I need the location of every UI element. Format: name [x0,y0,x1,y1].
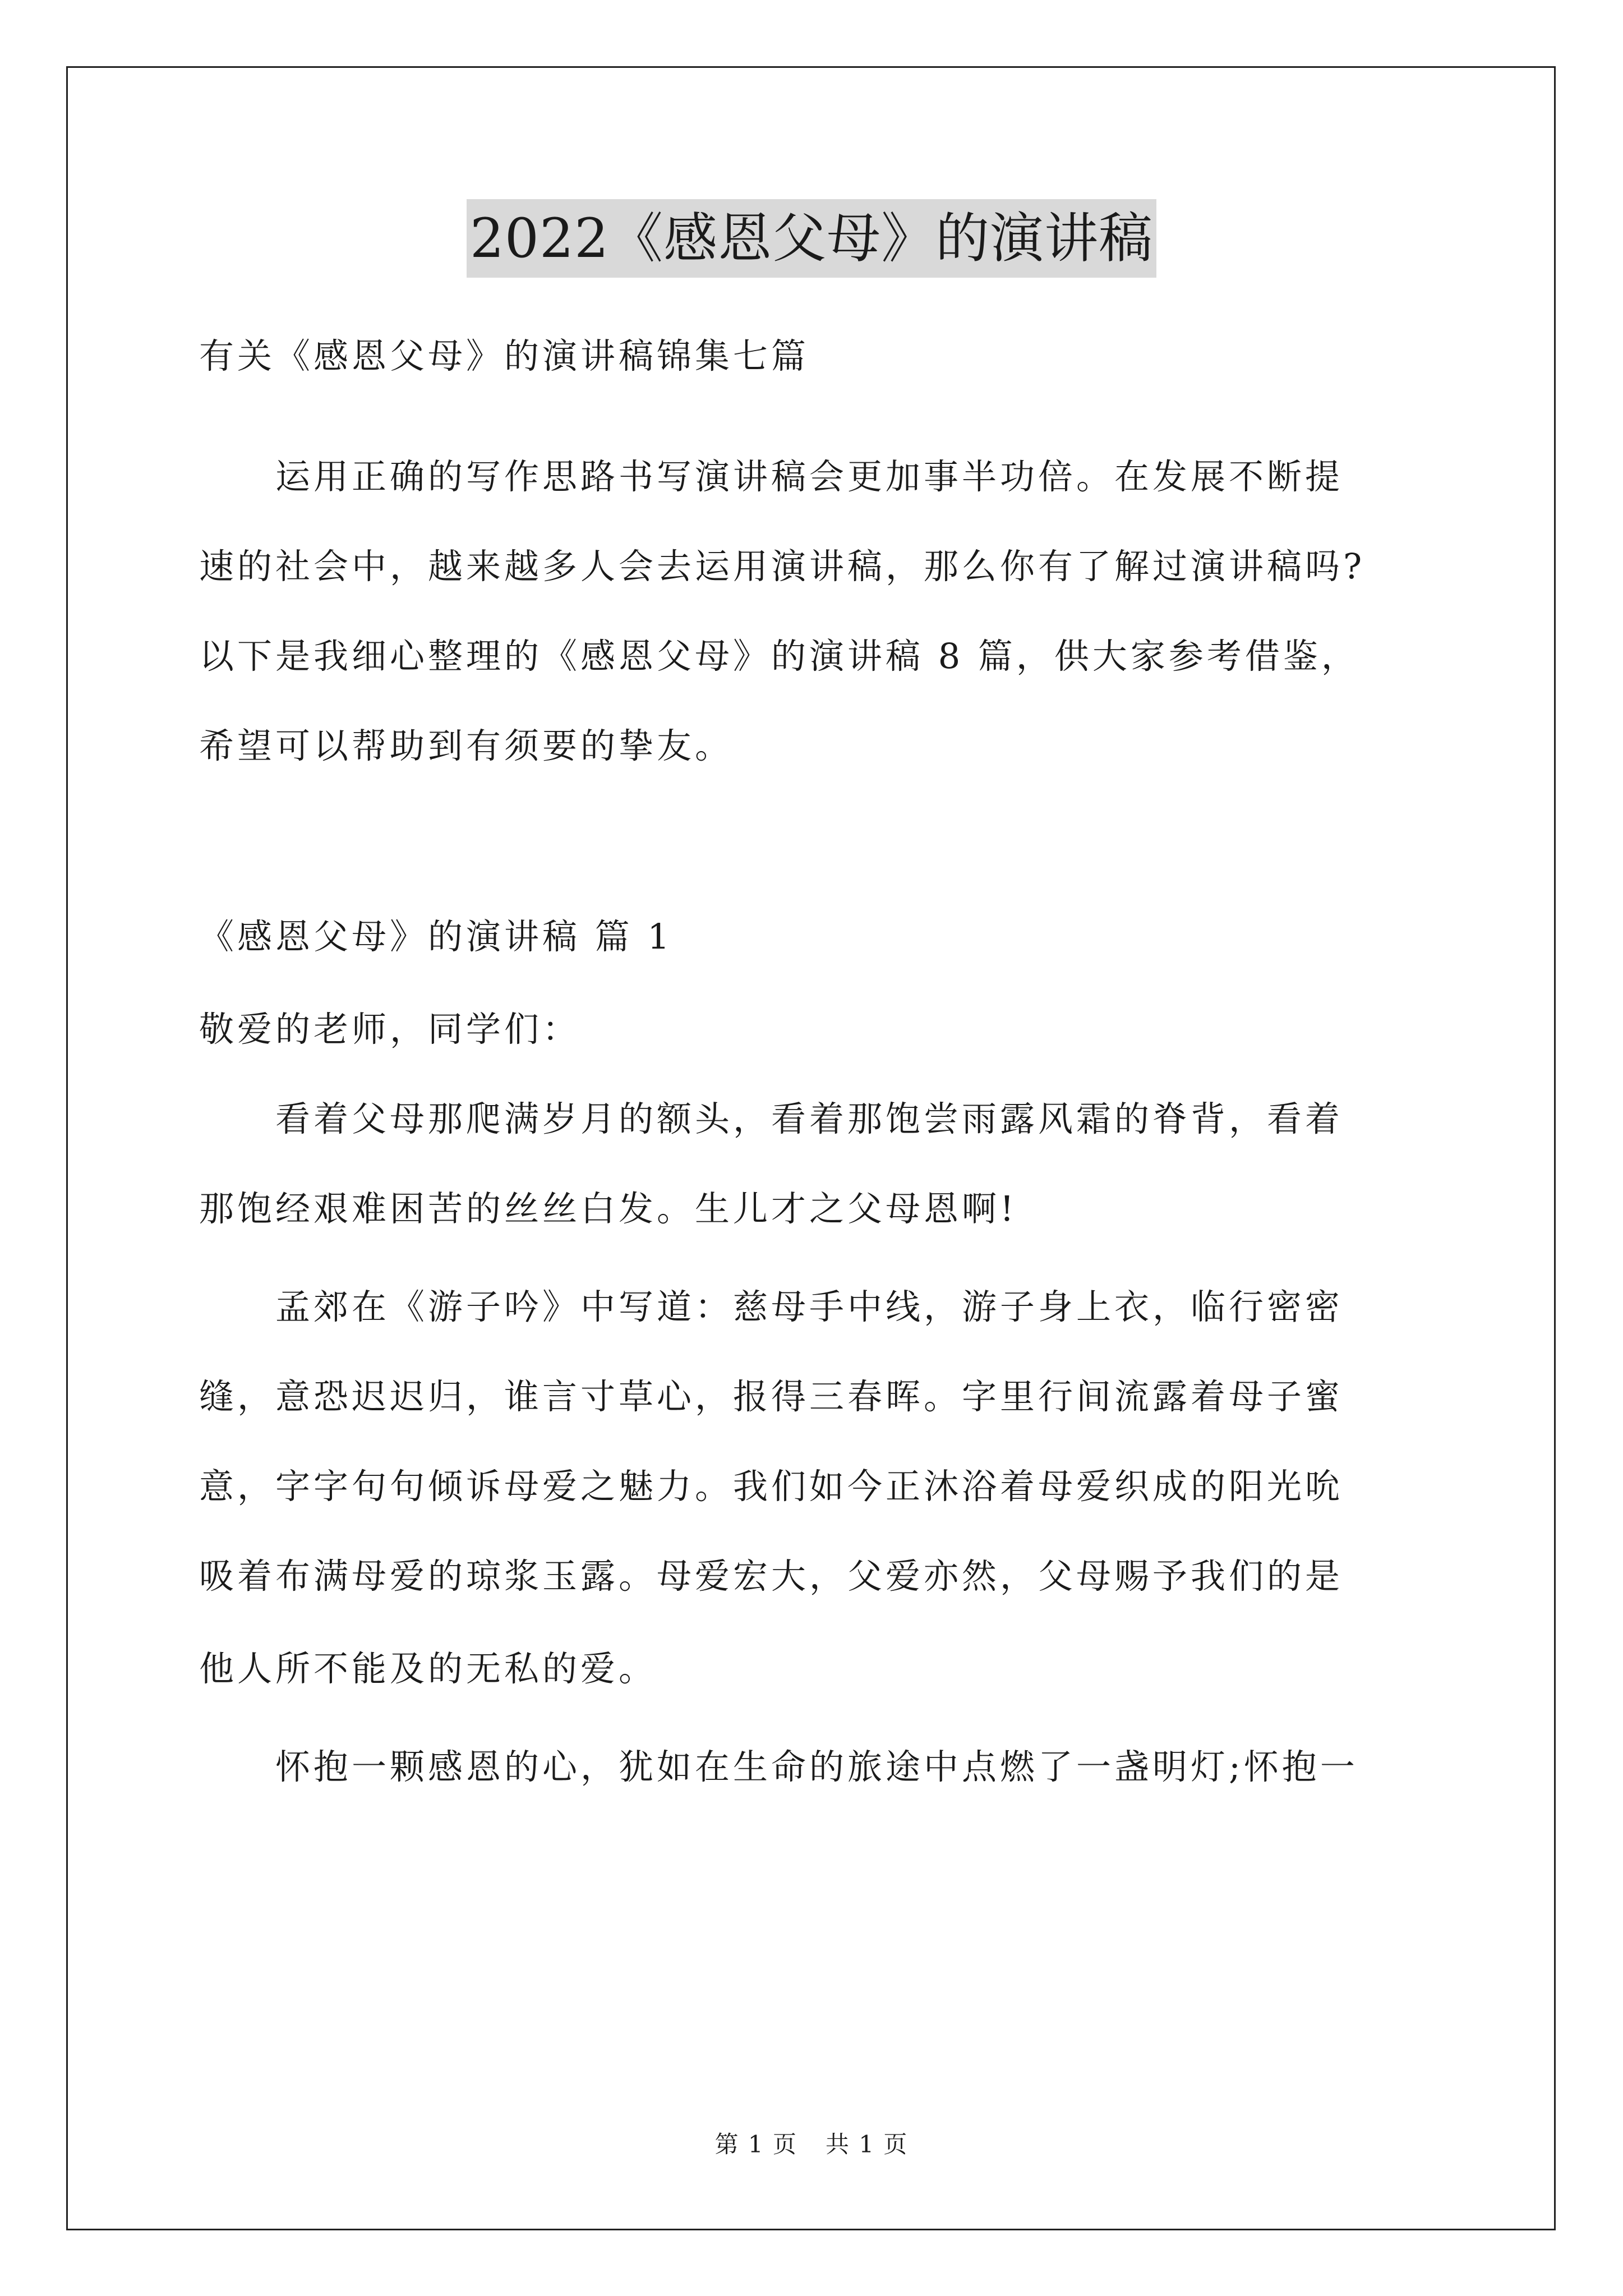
text-line: 以下是我细心整理的《感恩父母》的演讲稿 8 篇，供大家参考借鉴， [199,636,1359,677]
text-line: 怀抱一颗感恩的心，犹如在生命的旅途中点燃了一盏明灯;怀抱一 [199,1746,1358,1787]
page-border [66,66,1556,2230]
page-total: 共 1 页 [826,2131,909,2158]
text-line: 那饱经艰难困苦的丝丝白发。生儿才之父母恩啊! [199,1188,1017,1229]
subtitle-line: 有关《感恩父母》的演讲稿锦集七篇 [199,335,810,376]
document-title: 2022《感恩父母》的演讲稿 [467,199,1156,278]
text-line: 吸着布满母爱的琼浆玉露。母爱宏大，父爱亦然，父母赐予我们的是 [199,1556,1344,1596]
page-footer [0,2129,1623,2160]
text-line: 意，字字句句倾诉母爱之魅力。我们如今正沐浴着母爱织成的阳光吮 [199,1466,1344,1507]
text-line: 希望可以帮助到有须要的挚友。 [199,725,734,766]
text-line: 看着父母那爬满岁月的额头，看着那饱尝雨露风霜的脊背，看着 [199,1098,1344,1139]
text-line: 孟郊在《游子吟》中写道：慈母手中线，游子身上衣，临行密密 [199,1286,1344,1327]
text-line: 缝，意恐迟迟归，谁言寸草心，报得三春晖。字里行间流露着母子蜜 [199,1376,1344,1417]
text-line: 运用正确的写作思路书写演讲稿会更加事半功倍。在发展不断提 [199,456,1344,497]
title-container [0,199,1623,278]
section-heading: 《感恩父母》的演讲稿 篇 1 [199,916,673,957]
text-line: 速的社会中，越来越多人会去运用演讲稿，那么你有了解过演讲稿吗? [199,546,1366,587]
salutation-line: 敬爱的老师，同学们： [199,1009,581,1050]
page-number: 第 1 页 [714,2131,797,2158]
text-line: 他人所不能及的无私的爱。 [199,1648,657,1689]
